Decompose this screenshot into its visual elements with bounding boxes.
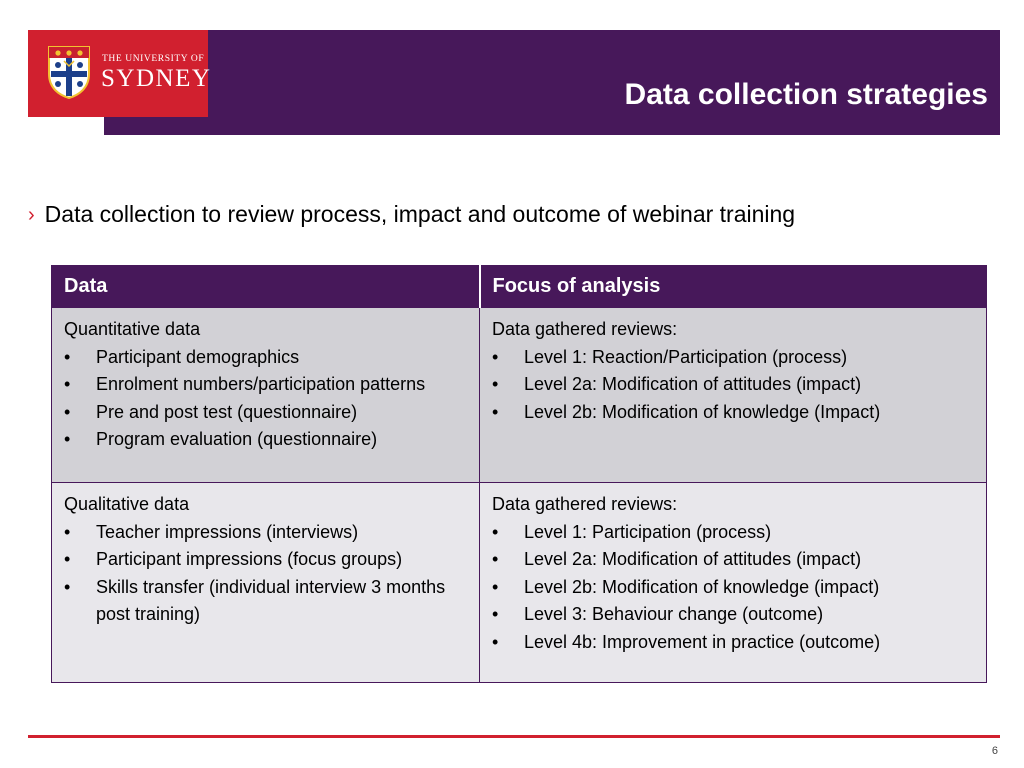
chevron-right-icon: › [28,204,35,226]
logo-wordmark: SYDNEY [101,65,212,92]
table-header-row [52,266,987,308]
university-logo [28,30,212,117]
table-cell-data [52,308,480,483]
bullet-list [492,344,974,427]
list-item: • Level 2a: Modification of attitudes (impact) [492,371,974,399]
list-item: • Participant demographics [64,344,467,372]
list-item: • Level 2b: Modification of knowledge (impact) [492,574,974,602]
table-header-focus: Focus of analysis [480,266,987,308]
table-header-data: Data [52,266,480,308]
table-cell-data [52,483,480,683]
bullet-list [64,344,467,454]
cell-heading: Data gathered reviews: [492,319,678,339]
intro-bullet-text: Data collection to review process, impact and outcome of webinar training [44,201,796,227]
list-item: • Participant impressions (focus groups) [64,546,467,574]
list-item: • Skills transfer (individual interview 3 months post training) [64,574,467,629]
table-cell-focus [480,483,987,683]
bullet-list [64,519,467,629]
list-item: • Program evaluation (questionnaire) [64,426,467,454]
table-row [52,308,987,483]
cell-heading: Data gathered reviews: [492,494,678,514]
list-item: • Level 2b: Modification of knowledge (Impact) [492,399,974,427]
crest-icon [46,44,92,100]
list-item: • Level 1: Participation (process) [492,519,974,547]
list-item: • Enrolment numbers/participation patterns [64,371,467,399]
bullet-list [492,519,974,657]
intro-bullet [28,199,795,231]
table-row [52,483,987,683]
list-item: • Pre and post test (questionnaire) [64,399,467,427]
cell-heading: Qualitative data [64,494,190,514]
data-collection-table [51,265,987,683]
slide-title: Data collection strategies [624,78,988,111]
footer-divider [28,735,1000,738]
table-cell-focus [480,308,987,483]
list-item: • Level 2a: Modification of attitudes (impact) [492,546,974,574]
cell-heading: Quantitative data [64,319,201,339]
logo-subtitle: THE UNIVERSITY OF [102,54,205,64]
list-item: • Level 3: Behaviour change (outcome) [492,601,974,629]
list-item: • Level 4b: Improvement in practice (outcome) [492,629,974,657]
list-item: • Level 1: Reaction/Participation (process) [492,344,974,372]
list-item: • Teacher impressions (interviews) [64,519,467,547]
page-number: 6 [991,745,998,757]
